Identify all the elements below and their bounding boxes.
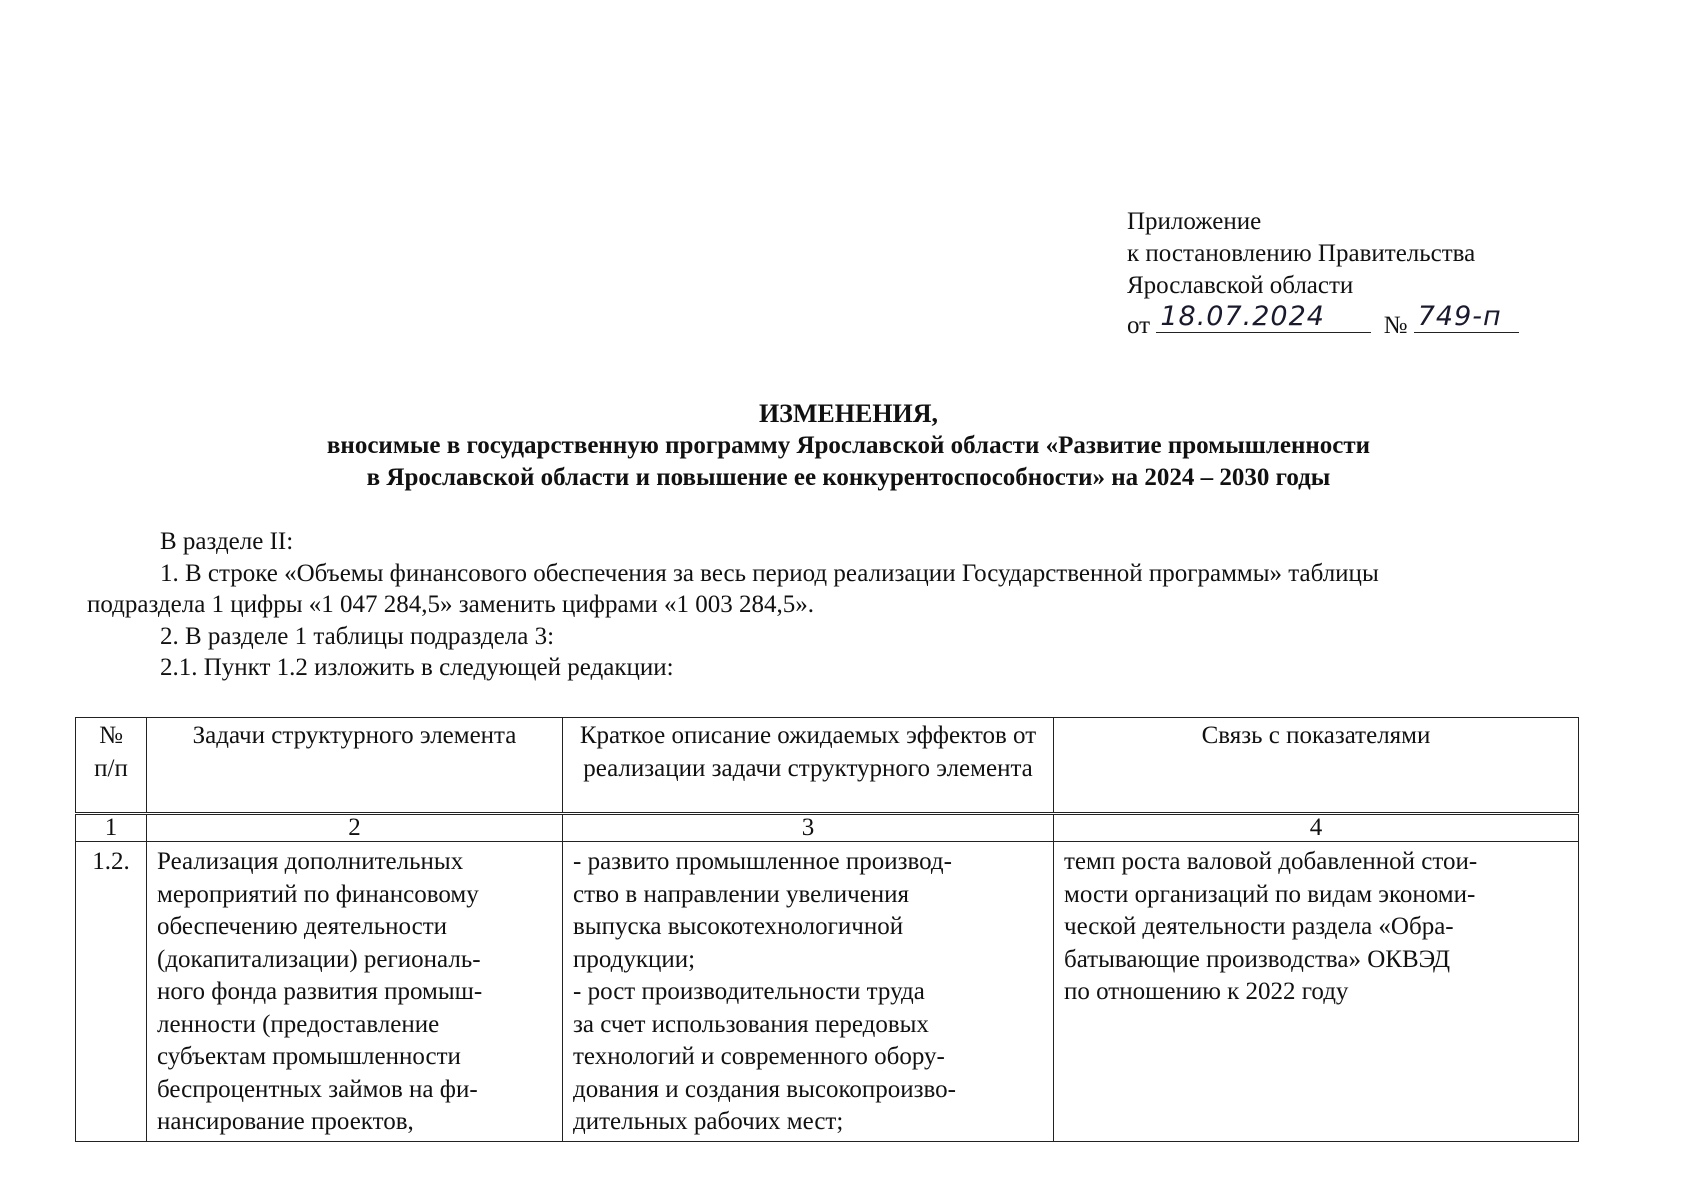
indicators-line: ческой деятельности раздела «Обра- — [1064, 913, 1454, 940]
column-number-3: 3 — [563, 814, 1054, 842]
effects-line: дительных рабочих мест; — [573, 1108, 844, 1135]
column-number-2: 2 — [147, 814, 563, 842]
title-main: ИЗМЕНЕНИЯ, — [758, 399, 939, 428]
indicators-line: по отношению к 2022 году — [1064, 978, 1349, 1005]
appendix-line-1: Приложение — [1127, 208, 1262, 235]
task-line: субъектам промышленности — [157, 1043, 461, 1070]
task-line: мероприятий по финансовому — [157, 880, 479, 908]
appendix-line-2: к постановлению Правительства — [1127, 240, 1476, 267]
header-number: № п/п — [76, 718, 147, 814]
effects-line: дования и создания высокопроизво- — [573, 1075, 956, 1103]
number-prefix: № — [1383, 312, 1408, 339]
paragraph-1: В разделе II: — [160, 528, 294, 555]
column-number-4: 4 — [1054, 814, 1579, 842]
effects-line: выпуска высокотехнологичной — [573, 913, 904, 940]
date-prefix: от — [1127, 312, 1151, 339]
task-line: нансирование проектов, — [157, 1108, 414, 1135]
effects-line: технологий и современного обору- — [573, 1043, 945, 1070]
header-task: Задачи структурного элемента — [147, 718, 563, 814]
task-line: ленности (предоставление — [157, 1010, 440, 1038]
task-line: Реализация дополнительных — [157, 848, 464, 875]
appendix-block — [1127, 206, 1519, 342]
appendix-date-number — [1127, 302, 1519, 342]
header-effects: Краткое описание ожидаемых эффектов от реализации задачи структурного элемента — [563, 718, 1054, 814]
column-number-row — [76, 814, 1579, 842]
effects-line: продукции; — [573, 945, 696, 973]
handwritten-date: 18.07.2024 — [1160, 301, 1325, 332]
effects-line: - рост производительности труда — [573, 978, 925, 1005]
task-line: (докапитализации) региональ- — [157, 945, 481, 973]
effects-line: ство в направлении увеличения — [573, 880, 910, 908]
date-field — [1156, 302, 1371, 333]
effects-line: за счет использования передовых — [573, 1010, 929, 1038]
effects-line: - развито промышленное производ- — [573, 848, 952, 875]
appendix-line-3: Ярославской области — [1127, 272, 1354, 299]
row-number: 1.2. — [76, 842, 147, 1142]
row-effects — [563, 842, 1054, 1142]
table-header-row — [76, 718, 1579, 814]
task-line: беспроцентных займов на фи- — [157, 1075, 478, 1103]
indicators-line: мости организаций по видам экономи- — [1064, 880, 1476, 908]
changes-table — [75, 717, 1579, 1142]
indicators-line: темп роста валовой добавленной стои- — [1064, 848, 1478, 875]
row-indicators — [1054, 842, 1579, 1142]
column-number-1: 1 — [76, 814, 147, 842]
header-indicators: Связь с показателями — [1054, 718, 1579, 814]
row-task — [147, 842, 563, 1142]
title-line-2: вносимые в государственную программу Ярославской области «Развитие промышленности — [326, 432, 1371, 459]
paragraph-3: 2. В разделе 1 таблицы подраздела 3: — [160, 622, 555, 650]
body-text — [87, 526, 1587, 684]
handwritten-number: 749-п — [1417, 301, 1502, 332]
indicators-line: батывающие производства» ОКВЭД — [1064, 945, 1451, 973]
document-title — [0, 398, 1697, 494]
number-field — [1414, 302, 1519, 333]
table-row — [76, 842, 1579, 1142]
title-line-3: в Ярославской области и повышение ее конкурентоспособности» на 2024 – 2030 годы — [366, 464, 1331, 491]
paragraph-2: 1. В строке «Объемы финансового обеспечения за весь период реализации Государственной программы» таблицы — [160, 559, 1379, 587]
task-line: обеспечению деятельности — [157, 913, 448, 940]
paragraph-4: 2.1. Пункт 1.2 изложить в следующей редакции: — [160, 654, 674, 681]
task-line: ного фонда развития промыш- — [157, 978, 483, 1005]
paragraph-2-continued: подраздела 1 цифры «1 047 284,5» заменить цифрами «1 003 284,5». — [87, 591, 815, 618]
